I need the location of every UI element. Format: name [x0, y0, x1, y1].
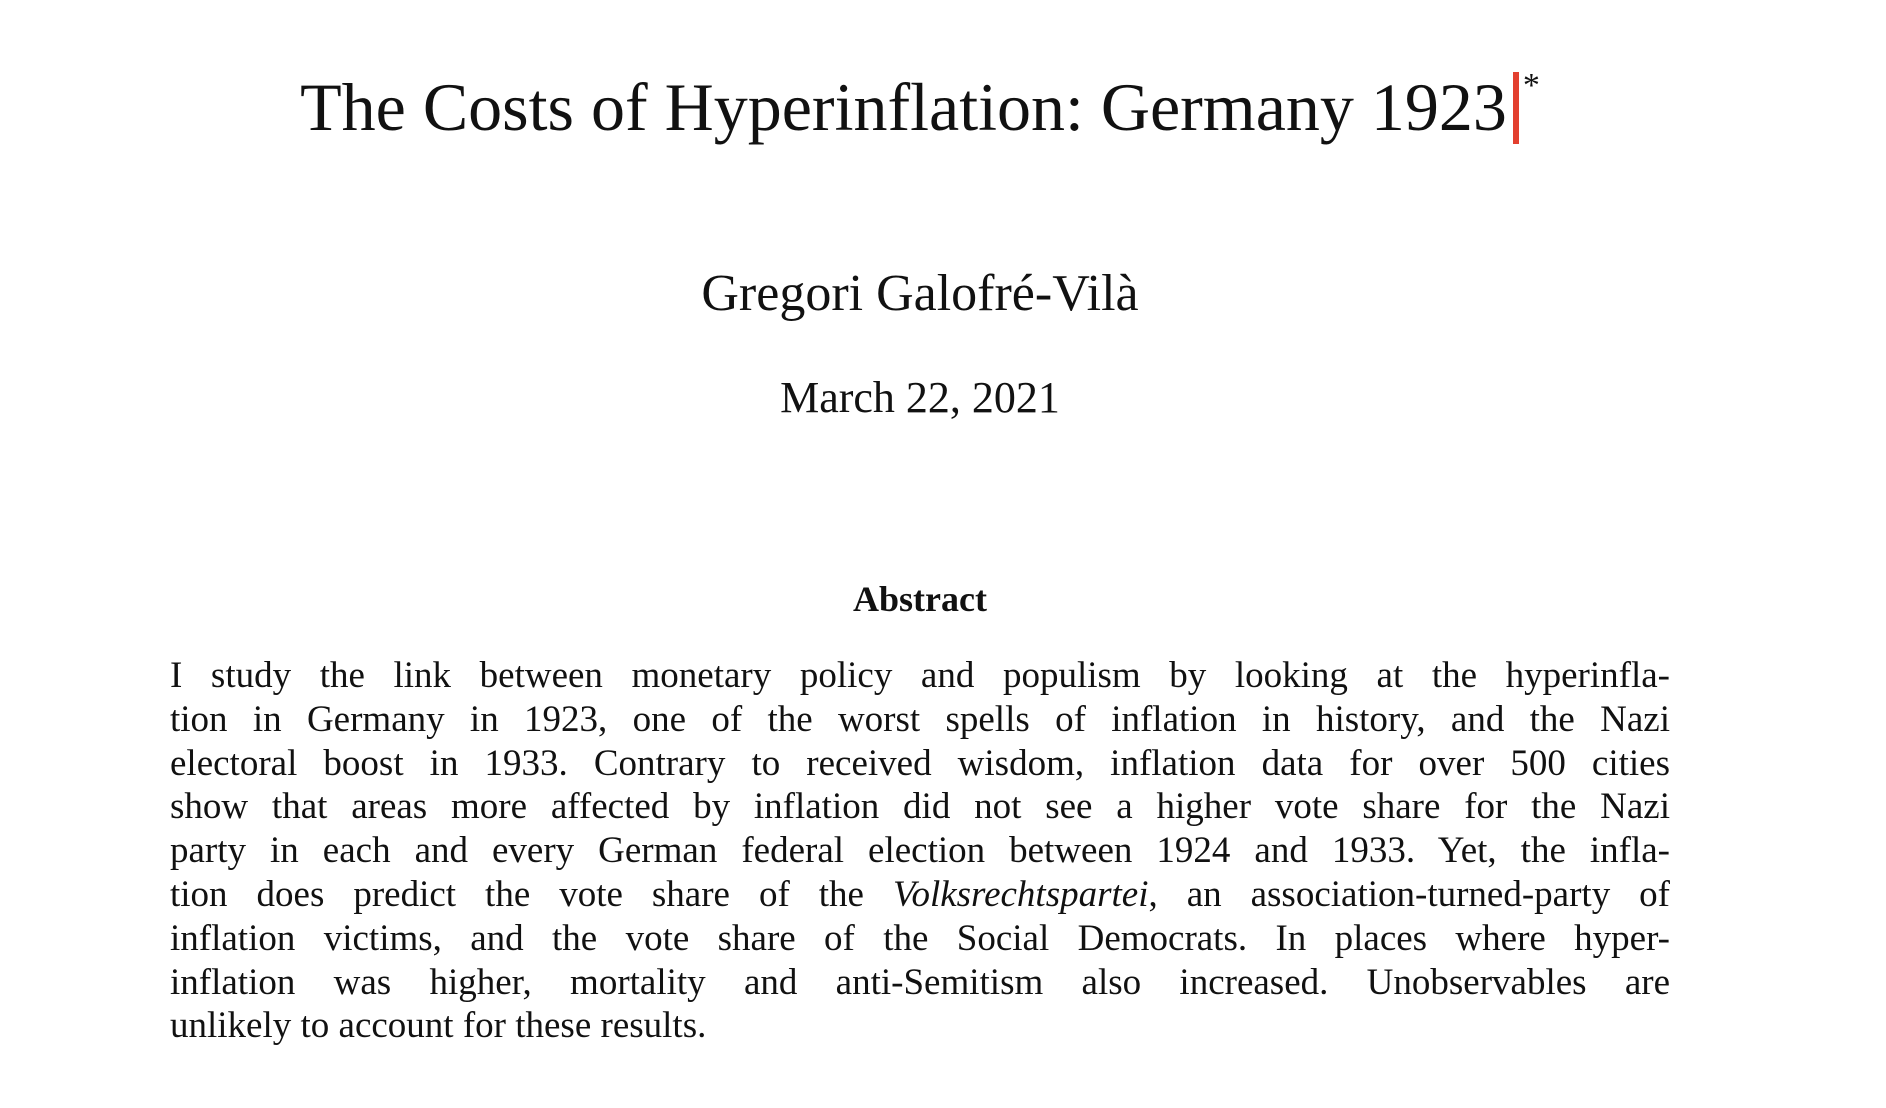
author-name: Gregori Galofré-Vilà [701, 265, 1139, 322]
abstract-line: inflation was higher, mortality and anti-Semitism also increased. Unobservables are [170, 961, 1670, 1003]
title-footnote-mark[interactable]: * [1522, 67, 1540, 104]
abstract-line: unlikely to account for these results. [170, 1005, 707, 1047]
abstract-line: party in each and every German federal election between 1924 and 1933. Yet, the infla- [170, 830, 1670, 872]
party-name-italic: Volksrechtspartei [892, 873, 1149, 915]
title-text: The Costs of Hyperinflation: Germany 1923 [300, 69, 1507, 145]
abstract-body [170, 654, 1670, 1048]
abstract-line: show that areas more affected by inflation did not see a higher vote share for the Nazi [170, 786, 1670, 828]
paper-title [0, 62, 1840, 152]
abstract-line: inflation victims, and the vote share of the Social Democrats. In places where hyper- [170, 917, 1670, 959]
abstract-line: electoral boost in 1933. Contrary to received wisdom, inflation data for over 500 cities [170, 742, 1670, 784]
text-cursor[interactable] [1513, 72, 1519, 144]
abstract-heading: Abstract [853, 579, 987, 619]
abstract-line: tion in Germany in 1923, one of the worst spells of inflation in history, and the Nazi [170, 698, 1670, 740]
abstract-line: tion does predict the vote share of the Volksrechtspartei, an association-turned-party of [170, 873, 1670, 915]
publication-date: March 22, 2021 [780, 373, 1060, 422]
abstract-line: I study the link between monetary policy and populism by looking at the hyperinfla- [170, 655, 1670, 696]
